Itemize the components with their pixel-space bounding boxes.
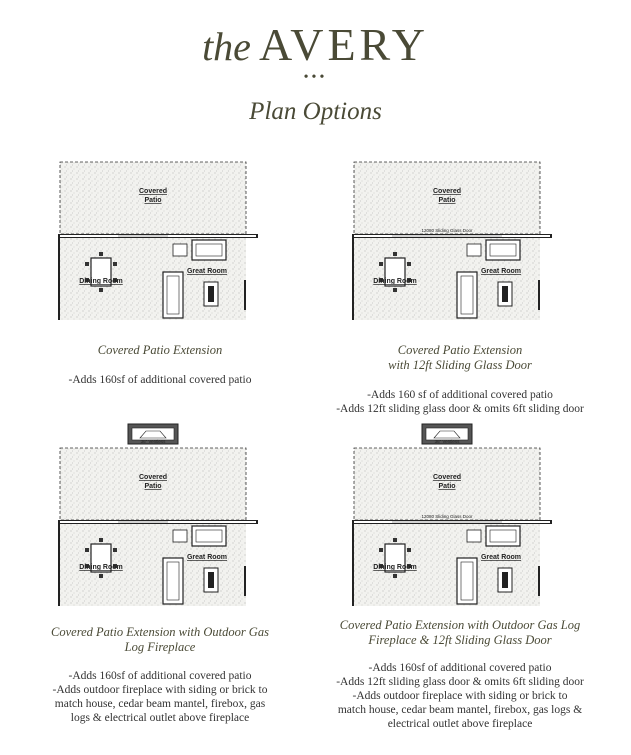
loveseat	[163, 558, 183, 604]
option-2-title	[310, 343, 610, 373]
brand-name: AVERY	[258, 19, 429, 70]
chair-icon	[407, 262, 411, 266]
floor-plan-svg	[352, 439, 552, 606]
option-2-title-line2: with 12ft Sliding Glass Door	[388, 358, 532, 372]
plan-drawing-2	[352, 160, 552, 320]
sofa	[192, 526, 226, 546]
option-2-details	[305, 388, 615, 416]
chair-icon	[113, 262, 117, 266]
option-4-title	[310, 618, 610, 648]
sliding-door-label: 12080 Sliding Glass Door	[421, 228, 473, 233]
plan-drawing-3	[58, 439, 258, 606]
option-4-detail-4: match house, cedar beam mantel, firebox, gas logs &	[337, 704, 583, 716]
option-3-detail-3: match house, cedar beam mantel, firebox, gas	[54, 698, 266, 710]
option-1-title-line1: Covered Patio Extension	[97, 343, 223, 357]
option-2-detail-2: -Adds 12ft sliding glass door & omits 6ft sliding door	[336, 403, 584, 415]
chair-icon	[393, 574, 397, 578]
right-wall-seg	[538, 280, 540, 310]
option-2-title-line1: Covered Patio Extension	[397, 343, 523, 357]
great-room-label: Great Room	[480, 268, 522, 275]
option-1-detail-1: -Adds 160sf of additional covered patio	[68, 374, 252, 386]
left-wall	[352, 238, 354, 320]
option-4-detail-1: -Adds 160sf of additional covered patio	[368, 662, 552, 674]
chair-icon	[99, 252, 103, 256]
right-wall-seg	[538, 566, 540, 596]
sofa	[192, 240, 226, 260]
chair-icon	[113, 548, 117, 552]
side-table	[467, 530, 481, 542]
chair-icon	[99, 538, 103, 542]
option-4-detail-2: -Adds 12ft sliding glass door & omits 6ft sliding door	[336, 676, 584, 688]
patio-label-patio: Patio	[144, 483, 162, 490]
loveseat	[457, 272, 477, 318]
sofa	[486, 240, 520, 260]
option-1-title	[30, 343, 290, 358]
dining-room-label: Dining Room	[373, 564, 417, 571]
left-wall	[58, 238, 60, 320]
option-4-detail-5: electrical outlet above fireplace	[387, 718, 533, 730]
option-1-details	[30, 373, 290, 387]
dining-room-label: Dining Room	[373, 278, 417, 285]
patio-label-covered: Covered	[432, 188, 462, 195]
plan-drawing-4	[352, 439, 552, 606]
brand-title	[0, 18, 631, 71]
sofa	[486, 526, 520, 546]
interior-firebox	[208, 572, 214, 588]
option-4-title-line2: Fireplace & 12ft Sliding Glass Door	[368, 633, 552, 647]
patio-label-covered: Covered	[138, 474, 168, 481]
chair-icon	[99, 288, 103, 292]
interior-firebox	[502, 286, 508, 302]
brand-prefix: the	[202, 24, 251, 69]
outdoor-fireplace	[128, 424, 178, 444]
dining-room-label: Dining Room	[79, 564, 123, 571]
great-room-label: Great Room	[186, 268, 228, 275]
option-3-title-line1: Covered Patio Extension with Outdoor Gas	[51, 625, 269, 639]
option-3-title-line2: Log Fireplace	[124, 640, 196, 654]
chair-icon	[85, 262, 89, 266]
outdoor-fireplace	[422, 424, 472, 444]
chair-icon	[393, 252, 397, 256]
plan-drawing-1	[58, 160, 258, 320]
option-2-detail-1: -Adds 160 sf of additional covered patio	[367, 389, 553, 401]
side-table	[173, 530, 187, 542]
option-3-detail-4: logs & electrical outlet above fireplace	[70, 712, 250, 724]
chair-icon	[393, 288, 397, 292]
dining-room-label: Dining Room	[79, 278, 123, 285]
chair-icon	[99, 574, 103, 578]
chair-icon	[393, 538, 397, 542]
loveseat	[163, 272, 183, 318]
patio-label-covered: Covered	[138, 188, 168, 195]
option-3-title	[30, 625, 290, 655]
interior-firebox	[208, 286, 214, 302]
floor-plan-svg	[58, 439, 258, 606]
option-3-detail-1: -Adds 160sf of additional covered patio	[68, 670, 252, 682]
floor-plan-svg	[352, 160, 552, 320]
option-3-detail-2: -Adds outdoor fireplace with siding or brick to	[52, 684, 268, 696]
side-table	[467, 244, 481, 256]
fireplace-label: 36" Ventless	[434, 439, 460, 444]
option-4-details	[305, 661, 615, 731]
great-room-label: Great Room	[186, 554, 228, 561]
fireplace-label: 36" Ventless	[140, 439, 166, 444]
chair-icon	[407, 548, 411, 552]
left-wall	[58, 524, 60, 606]
patio-label-patio: Patio	[438, 197, 456, 204]
option-4-title-line1: Covered Patio Extension with Outdoor Gas Log	[339, 618, 581, 632]
patio-label-patio: Patio	[144, 197, 162, 204]
option-3-details	[30, 669, 290, 725]
right-wall-seg	[244, 566, 246, 596]
side-table	[173, 244, 187, 256]
loveseat	[457, 558, 477, 604]
option-4-detail-3: -Adds outdoor fireplace with siding or brick to	[352, 690, 568, 702]
right-wall-seg	[244, 280, 246, 310]
patio-label-covered: Covered	[432, 474, 462, 481]
decorative-dots: •••	[303, 70, 328, 85]
great-room-label: Great Room	[480, 554, 522, 561]
chair-icon	[379, 262, 383, 266]
chair-icon	[85, 548, 89, 552]
interior-firebox	[502, 572, 508, 588]
chair-icon	[379, 548, 383, 552]
floor-plan-svg	[58, 160, 258, 320]
patio-label-patio: Patio	[438, 483, 456, 490]
left-wall	[352, 524, 354, 606]
page-subtitle: Plan Options	[249, 98, 382, 125]
sliding-door-label: 12080 Sliding Glass Door	[421, 514, 473, 519]
